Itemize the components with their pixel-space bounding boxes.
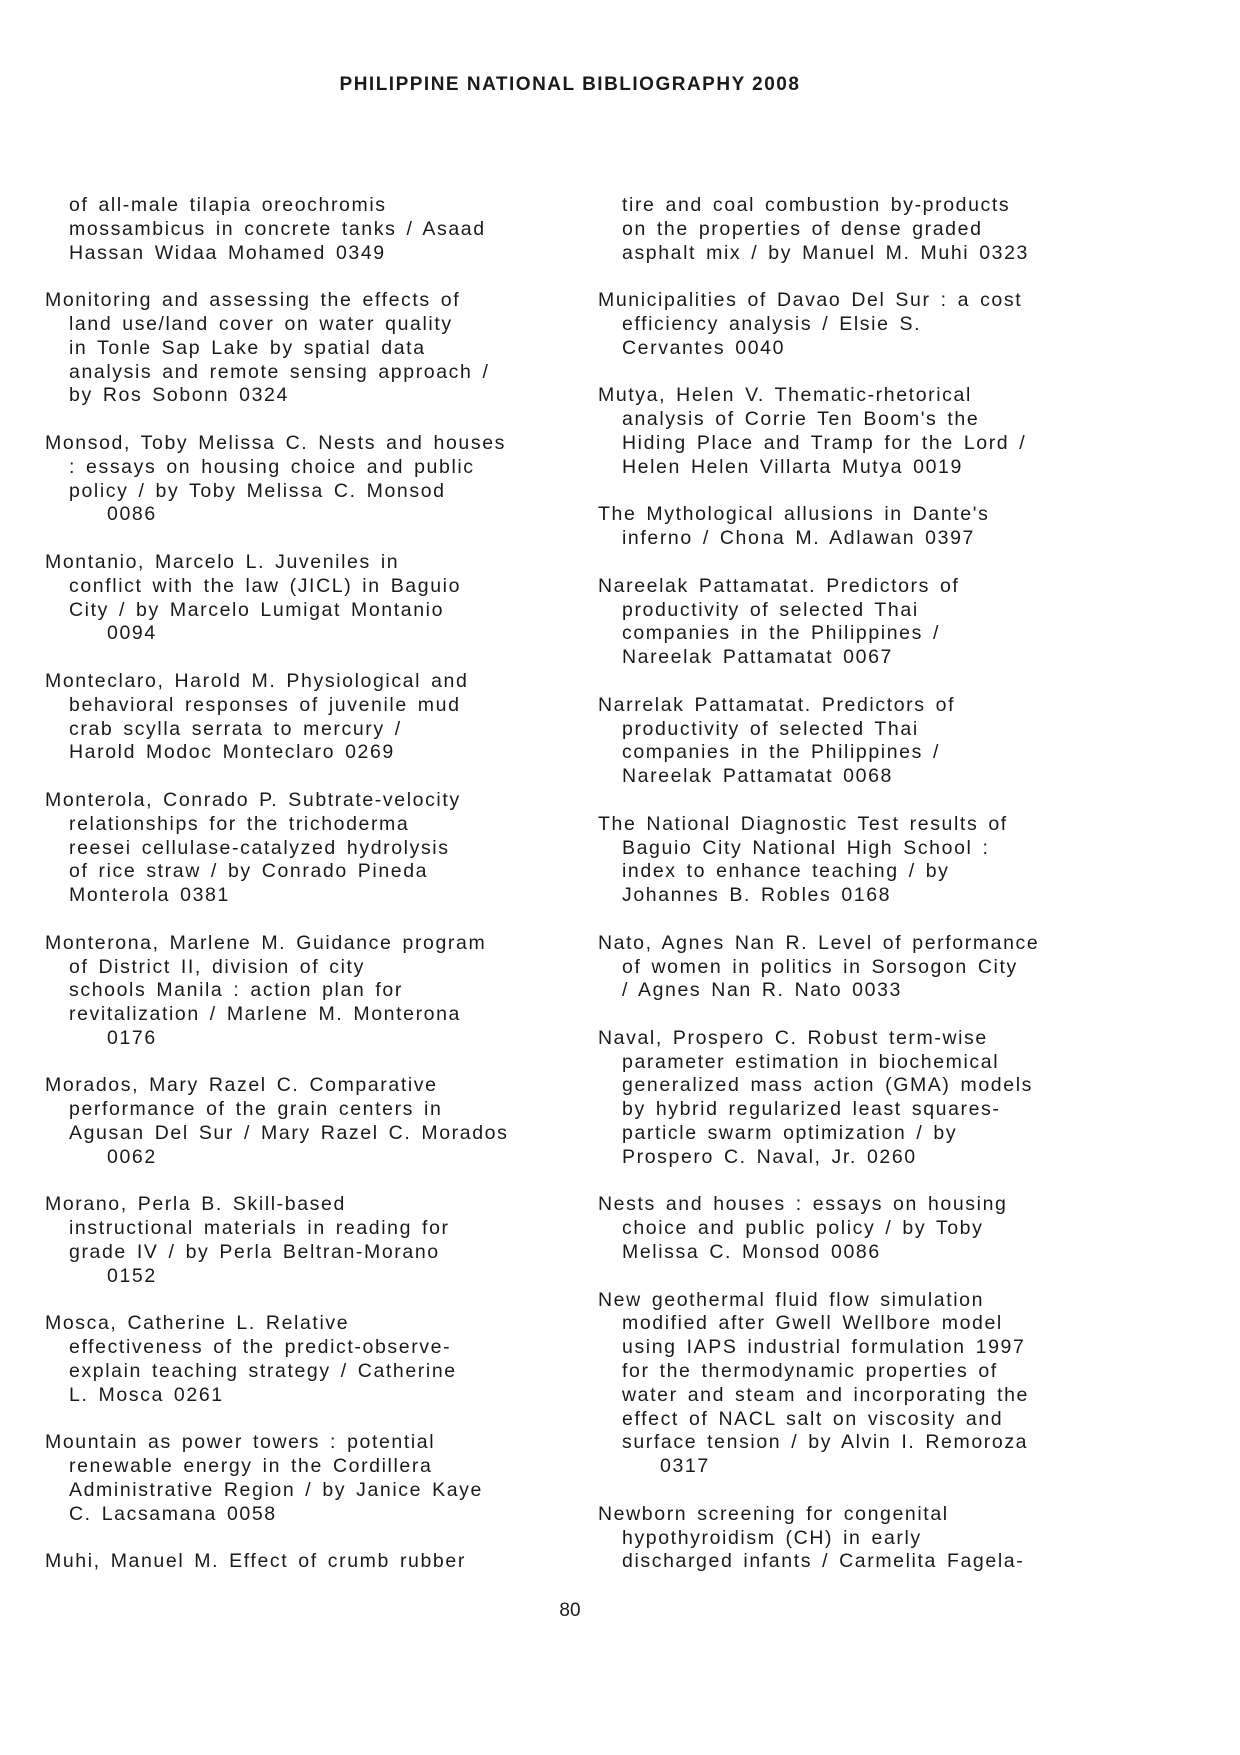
entry-line: 0062 xyxy=(107,1145,157,1168)
entry-line: in Tonle Sap Lake by spatial data xyxy=(69,336,426,359)
entry-line: 0317 xyxy=(660,1455,710,1478)
page-number: 80 xyxy=(559,1600,581,1621)
bibliography-entry xyxy=(598,1289,1118,1479)
entry-line: crab scylla serrata to mercury / xyxy=(69,717,402,740)
bibliography-entry xyxy=(45,194,555,265)
entry-line: 0094 xyxy=(107,622,157,645)
entry-line: Melissa C. Monsod 0086 xyxy=(622,1241,881,1264)
entry-line: of women in politics in Sorsogon City xyxy=(622,955,1018,978)
entry-line: Cervantes 0040 xyxy=(622,336,786,359)
entry-line: productivity of selected Thai xyxy=(622,717,919,740)
entry-line: choice and public policy / by Toby xyxy=(622,1217,984,1240)
entry-line: Nareelak Pattamatat 0068 xyxy=(622,765,893,788)
bibliography-entry xyxy=(45,1550,555,1574)
entry-line: of all-male tilapia oreochromis xyxy=(69,194,387,216)
bibliography-entry xyxy=(598,289,1118,360)
entry-line: Monteclaro, Harold M. Physiological and xyxy=(45,669,469,692)
bibliography-entry xyxy=(598,1027,1118,1170)
bibliography-entry xyxy=(45,789,555,908)
entry-line: parameter estimation in biochemical xyxy=(622,1050,1000,1073)
entry-line: Newborn screening for congenital xyxy=(598,1502,949,1525)
entry-line: Monterola, Conrado P. Subtrate-velocity xyxy=(45,788,461,811)
entry-line: effectiveness of the predict-observe- xyxy=(69,1336,452,1359)
entry-line: relationships for the trichoderma xyxy=(69,812,410,835)
entry-line: Nato, Agnes Nan R. Level of performance xyxy=(598,931,1040,954)
entry-line: efficiency analysis / Elsie S. xyxy=(622,312,922,335)
entry-line: schools Manila : action plan for xyxy=(69,979,403,1002)
entry-line: Narrelak Pattamatat. Predictors of xyxy=(598,693,956,716)
entry-line: analysis and remote sensing approach / xyxy=(69,360,490,383)
entry-line: Nests and houses : essays on housing xyxy=(598,1193,1008,1216)
entry-line: Helen Helen Villarta Mutya 0019 xyxy=(622,455,963,478)
entry-line: performance of the grain centers in xyxy=(69,1098,443,1121)
entry-line: Morados, Mary Razel C. Comparative xyxy=(45,1074,438,1097)
entry-line: instructional materials in reading for xyxy=(69,1217,450,1240)
entry-line: using IAPS industrial formulation 1997 xyxy=(622,1336,1026,1359)
entry-line: inferno / Chona M. Adlawan 0397 xyxy=(622,527,975,550)
left-column xyxy=(45,194,555,1598)
page-title: PHILIPPINE NATIONAL BIBLIOGRAPHY 2008 xyxy=(339,74,801,95)
entry-line: Monterona, Marlene M. Guidance program xyxy=(45,931,487,954)
bibliography-entry xyxy=(45,289,555,408)
bibliography-entry xyxy=(45,1193,555,1288)
entry-line: conflict with the law (JICL) in Baguio xyxy=(69,574,462,597)
entry-line: Harold Modoc Monteclaro 0269 xyxy=(69,741,395,764)
entry-line: Mutya, Helen V. Thematic-rhetorical xyxy=(598,384,972,407)
entry-line: of rice straw / by Conrado Pineda xyxy=(69,860,429,883)
entry-line: Hiding Place and Tramp for the Lord / xyxy=(622,431,1027,454)
bibliography-entry xyxy=(598,384,1118,479)
entry-line: L. Mosca 0261 xyxy=(69,1383,224,1406)
entry-line: Municipalities of Davao Del Sur : a cost xyxy=(598,289,1023,312)
entry-line: asphalt mix / by Manuel M. Muhi 0323 xyxy=(622,241,1030,264)
entry-line: The National Diagnostic Test results of xyxy=(598,812,1008,835)
entry-line: Muhi, Manuel M. Effect of crumb rubber xyxy=(45,1550,466,1573)
entry-line: on the properties of dense graded xyxy=(622,217,983,240)
entry-line: generalized mass action (GMA) models xyxy=(622,1074,1033,1097)
entry-line: Hassan Widaa Mohamed 0349 xyxy=(69,241,386,264)
bibliography-entry xyxy=(598,932,1118,1003)
entry-line: modified after Gwell Wellbore model xyxy=(622,1312,1003,1335)
bibliography-entry xyxy=(598,503,1118,551)
entry-line: companies in the Philippines / xyxy=(622,622,940,645)
entry-line: by hybrid regularized least squares- xyxy=(622,1098,1001,1121)
entry-line: effect of NACL salt on viscosity and xyxy=(622,1407,1004,1430)
entry-line: Montanio, Marcelo L. Juveniles in xyxy=(45,550,400,573)
bibliography-entry xyxy=(598,1503,1118,1574)
bibliography-entry xyxy=(598,194,1118,265)
entry-line: 0176 xyxy=(107,1026,157,1049)
entry-line: hypothyroidism (CH) in early xyxy=(622,1526,922,1549)
entry-line: The Mythological allusions in Dante's xyxy=(598,503,990,526)
right-column xyxy=(598,194,1118,1598)
entry-line: 0086 xyxy=(107,503,157,526)
entry-line: Prospero C. Naval, Jr. 0260 xyxy=(622,1145,917,1168)
bibliography-entry xyxy=(598,813,1118,908)
entry-line: discharged infants / Carmelita Fagela- xyxy=(622,1550,1025,1573)
entry-line: land use/land cover on water quality xyxy=(69,312,453,335)
entry-line: for the thermodynamic properties of xyxy=(622,1360,998,1383)
entry-line: New geothermal fluid flow simulation xyxy=(598,1288,985,1311)
entry-line: Nareelak Pattamatat 0067 xyxy=(622,646,893,669)
entry-line: mossambicus in concrete tanks / Asaad xyxy=(69,217,486,240)
entry-line: Monsod, Toby Melissa C. Nests and houses xyxy=(45,431,506,454)
entry-line: grade IV / by Perla Beltran-Morano xyxy=(69,1241,440,1264)
entry-line: Naval, Prospero C. Robust term-wise xyxy=(598,1026,988,1049)
entry-line: 0152 xyxy=(107,1264,157,1287)
entry-line: revitalization / Marlene M. Monterona xyxy=(69,1003,462,1026)
bibliography-entry xyxy=(45,1312,555,1407)
bibliography-entry xyxy=(45,1431,555,1526)
entry-line: / Agnes Nan R. Nato 0033 xyxy=(622,979,902,1002)
entry-line: analysis of Corrie Ten Boom's the xyxy=(622,408,980,431)
entry-line: surface tension / by Alvin I. Remoroza xyxy=(622,1431,1029,1454)
bibliography-entry xyxy=(45,551,555,646)
entry-line: reesei cellulase-catalyzed hydrolysis xyxy=(69,836,450,859)
entry-line: tire and coal combustion by-products xyxy=(622,194,1011,216)
entry-line: Mountain as power towers : potential xyxy=(45,1431,436,1454)
entry-line: of District II, division of city xyxy=(69,955,365,978)
entry-line: Administrative Region / by Janice Kaye xyxy=(69,1479,483,1502)
entry-line: City / by Marcelo Lumigat Montanio xyxy=(69,598,445,621)
bibliography-entry xyxy=(598,575,1118,670)
bibliography-entry xyxy=(45,432,555,527)
entry-line: by Ros Sobonn 0324 xyxy=(69,384,289,407)
entry-line: explain teaching strategy / Catherine xyxy=(69,1360,457,1383)
entry-line: companies in the Philippines / xyxy=(622,741,940,764)
bibliography-entry xyxy=(45,670,555,765)
entry-line: Monterola 0381 xyxy=(69,884,230,907)
entry-line: : essays on housing choice and public xyxy=(69,455,475,478)
entry-line: Johannes B. Robles 0168 xyxy=(622,884,892,907)
entry-line: Nareelak Pattamatat. Predictors of xyxy=(598,574,960,597)
entry-line: Agusan Del Sur / Mary Razel C. Morados xyxy=(69,1122,509,1145)
entry-line: Morano, Perla B. Skill-based xyxy=(45,1193,346,1216)
entry-line: C. Lacsamana 0058 xyxy=(69,1502,277,1525)
entry-line: index to enhance teaching / by xyxy=(622,860,950,883)
entry-line: particle swarm optimization / by xyxy=(622,1122,958,1145)
bibliography-entry xyxy=(45,1074,555,1169)
entry-line: productivity of selected Thai xyxy=(622,598,919,621)
bibliography-entry xyxy=(598,1193,1118,1264)
entry-line: renewable energy in the Cordillera xyxy=(69,1455,433,1478)
bibliography-entry xyxy=(598,694,1118,789)
entry-line: policy / by Toby Melissa C. Monsod xyxy=(69,479,446,502)
entry-line: Monitoring and assessing the effects of xyxy=(45,289,461,312)
entry-line: behavioral responses of juvenile mud xyxy=(69,693,461,716)
entry-line: water and steam and incorporating the xyxy=(622,1383,1029,1406)
entry-line: Baguio City National High School : xyxy=(622,836,990,859)
entry-line: Mosca, Catherine L. Relative xyxy=(45,1312,350,1335)
bibliography-entry xyxy=(45,932,555,1051)
